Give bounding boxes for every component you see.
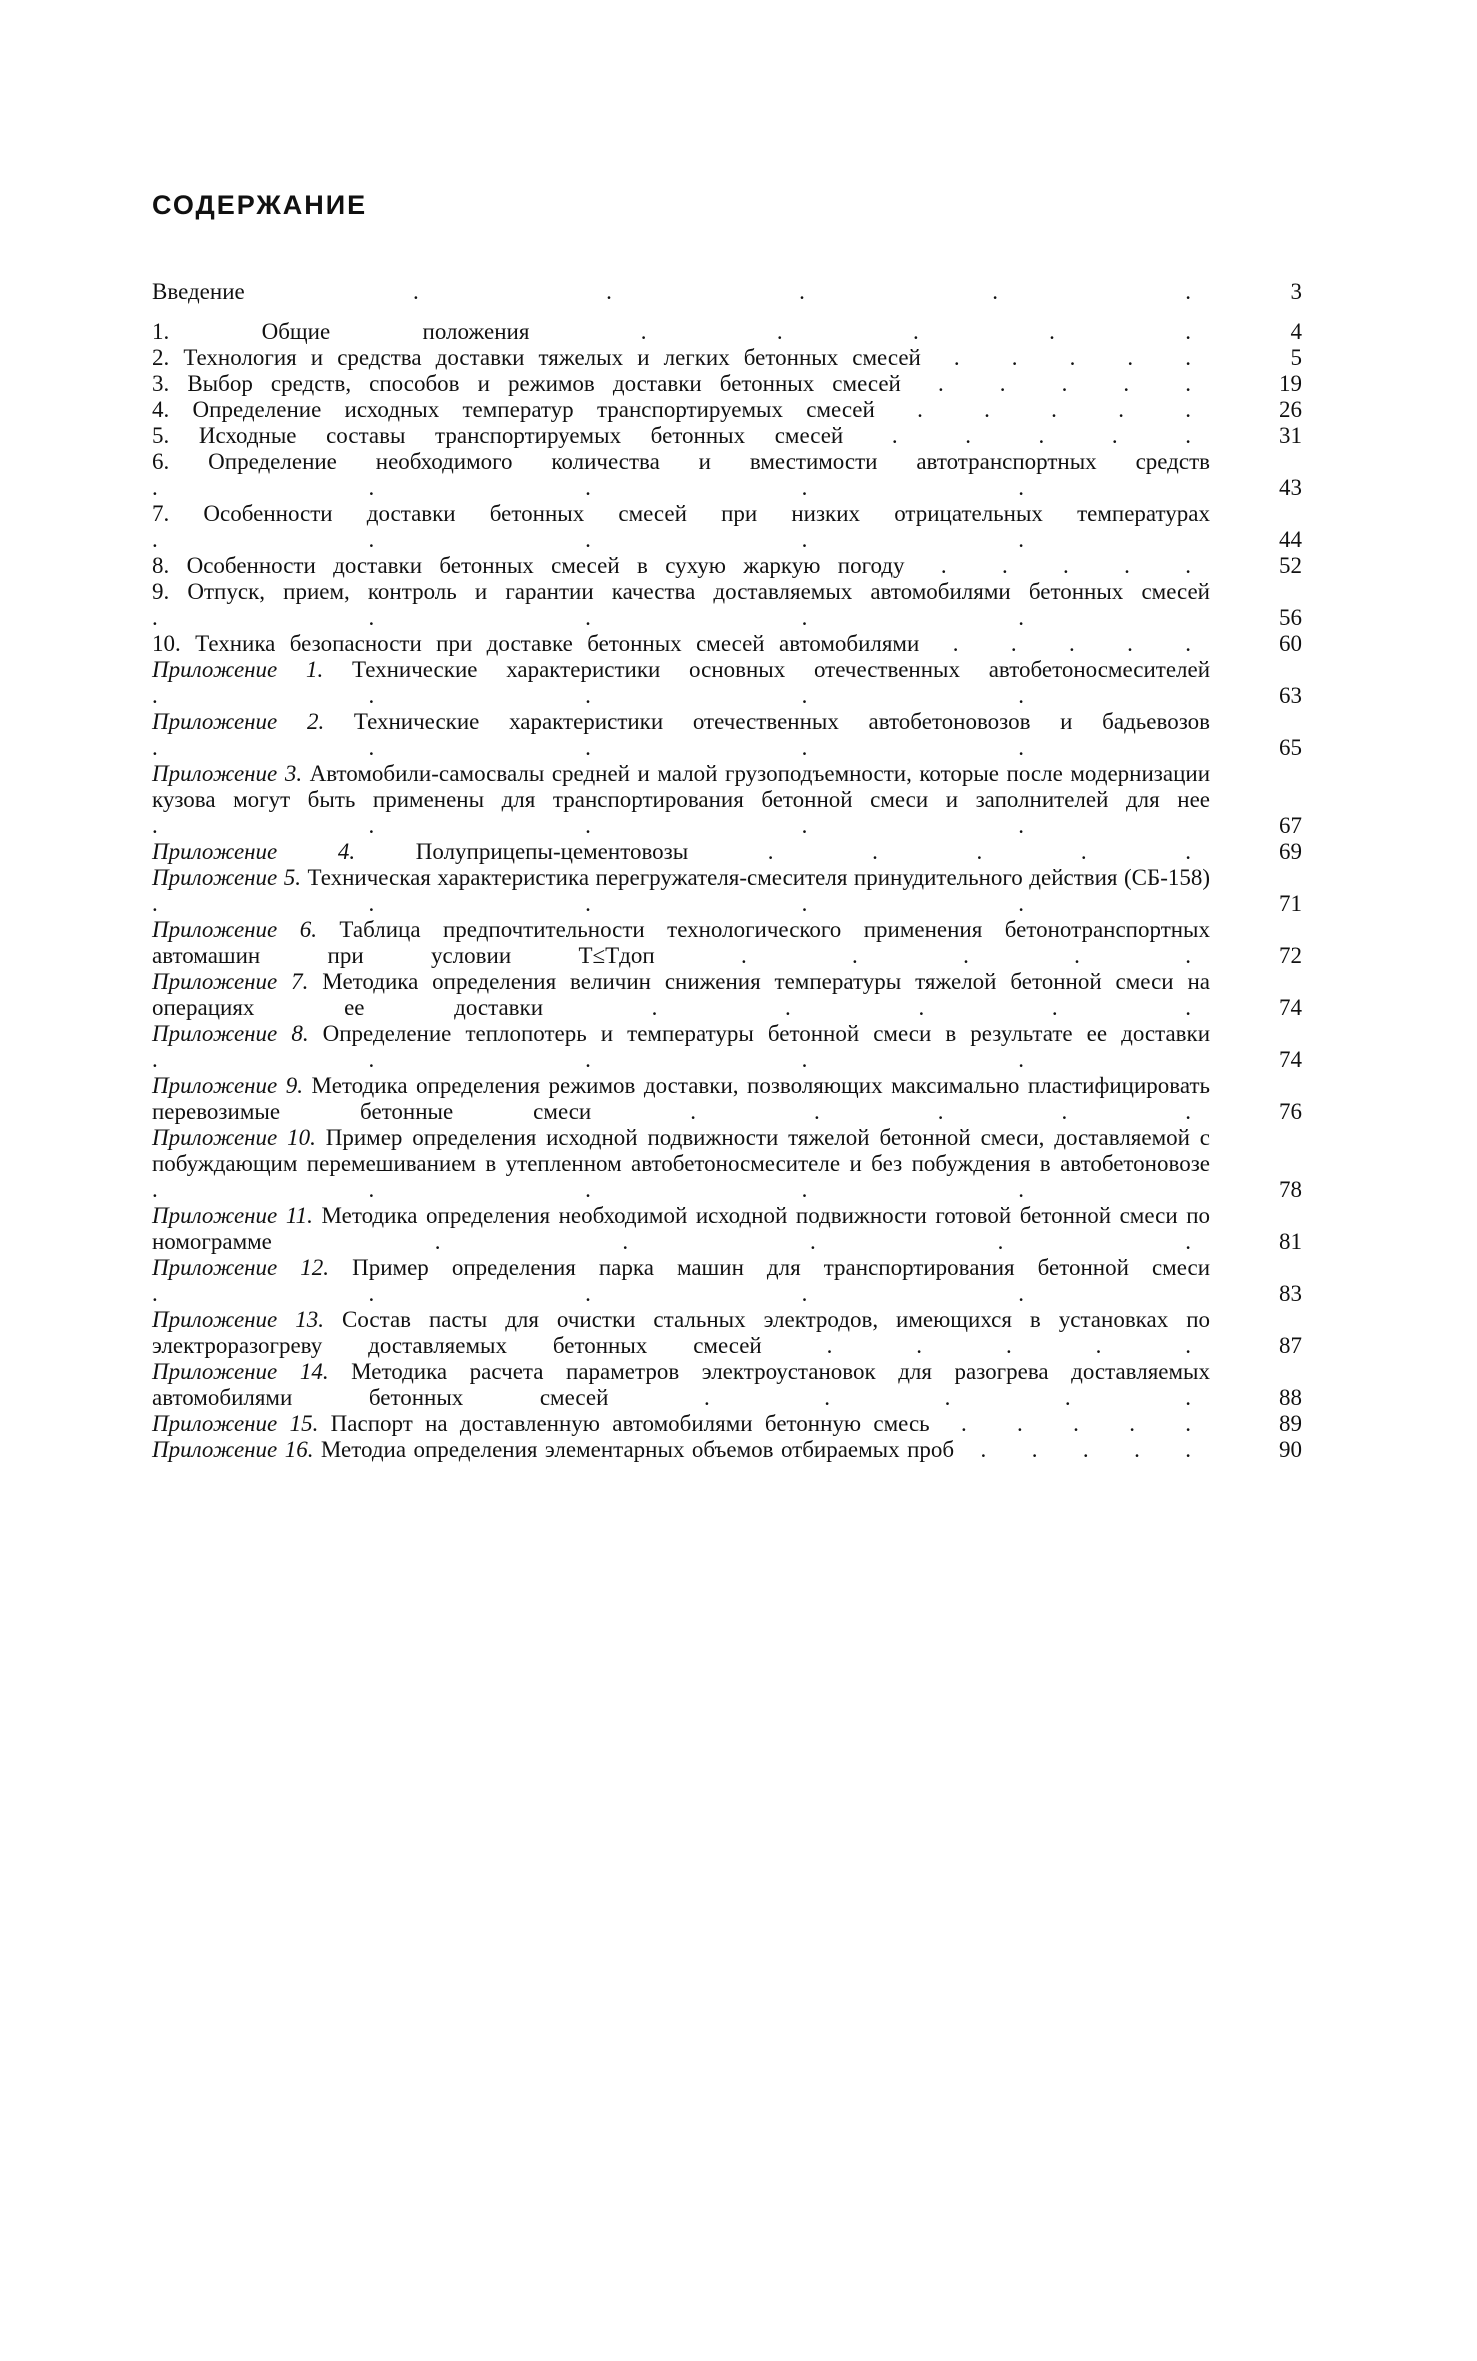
- toc-leader-dots: . . . . .: [152, 1281, 1043, 1306]
- toc-entry-lead: Приложение 5.: [152, 865, 302, 890]
- toc-entry: [152, 1073, 1302, 1125]
- toc-leader-dots: . . . . .: [271, 1229, 1210, 1254]
- toc-entry-text: 2. Технология и средства доставки тяжелых и легких бетонных смесей: [152, 345, 921, 370]
- toc-entry-page-number: 44: [1279, 527, 1302, 552]
- toc-leader-dots: . . . . .: [152, 735, 1043, 760]
- toc-leader-dots: . . . . .: [688, 839, 1211, 864]
- toc-entry: [152, 1411, 1302, 1437]
- toc-leader-dots: . . . . .: [874, 397, 1210, 422]
- page-title: СОДЕРЖАНИЕ: [152, 190, 368, 220]
- toc-entry-text: 10. Техника безопасности при доставке бетонных смесей автомобилями: [152, 631, 920, 656]
- toc-entry-text: 9. Отпуск, прием, контроль и гарантии качества доставляемых автомобилями бетонных смесей: [152, 579, 1210, 604]
- toc-entry-lead: Приложение 9.: [152, 1073, 304, 1098]
- toc-entry-text: Введение: [152, 279, 245, 304]
- toc-entry-page-number: 69: [1279, 839, 1302, 864]
- toc-entry: [152, 1307, 1302, 1359]
- toc-entry: [152, 1125, 1302, 1203]
- toc-entry: [152, 1255, 1302, 1307]
- toc-leader-dots: . . . . .: [929, 1411, 1211, 1436]
- toc-entry-page-number: 3: [1290, 279, 1302, 304]
- toc-entry-title: [152, 1411, 1302, 1437]
- toc-entry-page-number: 74: [1279, 995, 1302, 1020]
- toc-entry-lead: Приложение 4.: [152, 839, 356, 864]
- toc-entry-text: Методика определения необходимой исходной подвижности готовой бетонной смеси по номограмме: [152, 1203, 1211, 1254]
- toc-entry-title: [152, 1125, 1302, 1203]
- toc-entry: [152, 969, 1302, 1021]
- toc-entry: [152, 501, 1302, 553]
- toc-leader-dots: . . . . .: [919, 631, 1211, 656]
- toc-entry-page-number: 5: [1290, 345, 1302, 370]
- toc-page: [152, 190, 1302, 1463]
- toc-entry-title: [152, 865, 1302, 917]
- toc-leader-dots: . . . . .: [900, 371, 1210, 396]
- toc-leader-dots: . . . . .: [152, 813, 1043, 838]
- toc-entry: [152, 423, 1302, 449]
- toc-entry-title: [152, 1021, 1302, 1073]
- toc-entry-lead: Приложение 11.: [152, 1203, 313, 1228]
- toc-entry: [152, 371, 1302, 397]
- toc-entry-title: [152, 631, 1302, 657]
- toc-entry: [152, 553, 1302, 579]
- toc-entry-lead: Приложение 7.: [152, 969, 309, 994]
- toc-leader-dots: . . . . .: [152, 1177, 1043, 1202]
- toc-entry: [152, 709, 1302, 761]
- toc-entry-text: 6. Определение необходимого количества и вместимости автотранспортных средств: [152, 449, 1210, 474]
- toc-entry-text: Полуприцепы-цементовозы: [415, 839, 689, 864]
- toc-entry-page-number: 56: [1279, 605, 1302, 630]
- toc-entry: [152, 319, 1302, 345]
- toc-entry-page-number: 19: [1279, 371, 1302, 396]
- toc-entry-title: [152, 397, 1302, 423]
- toc-entry-page-number: 88: [1279, 1385, 1302, 1410]
- toc-entry-page-number: 71: [1279, 891, 1302, 916]
- toc-leader-dots: . . . . .: [543, 995, 1211, 1020]
- toc-leader-dots: . . . . .: [920, 345, 1211, 370]
- toc-entry-page-number: 52: [1279, 553, 1302, 578]
- toc-entry-page-number: 87: [1279, 1333, 1302, 1358]
- toc-entry-title: [152, 501, 1302, 553]
- toc-entry-title: [152, 1073, 1302, 1125]
- toc-entry-title: [152, 579, 1302, 631]
- toc-leader-dots: . . . . .: [904, 553, 1210, 578]
- toc-leader-dots: . . . . .: [152, 1047, 1043, 1072]
- toc-entry-title: [152, 423, 1302, 449]
- toc-leader-dots: . . . . .: [761, 1333, 1210, 1358]
- toc-entry-page-number: 78: [1279, 1177, 1302, 1202]
- toc-entry-title: [152, 553, 1302, 579]
- toc-entry: [152, 397, 1302, 423]
- toc-entry-text: Пример определения парка машин для транспортирования бетонной смеси: [352, 1255, 1211, 1280]
- toc-leader-dots: . . . . .: [608, 1385, 1210, 1410]
- toc-leader-dots: . . . . .: [591, 1099, 1211, 1124]
- toc-entry-lead: Приложение 2.: [152, 709, 325, 734]
- toc-entry-title: [152, 969, 1302, 1021]
- toc-entry: [152, 279, 1302, 305]
- toc-entry-lead: Приложение 6.: [152, 917, 317, 942]
- toc-list: [152, 279, 1302, 1463]
- toc-leader-dots: . . . . .: [152, 475, 1043, 500]
- toc-entry-page-number: 26: [1279, 397, 1302, 422]
- toc-entry-text: Паспорт на доставленную автомобилями бетонную смесь: [330, 1411, 930, 1436]
- toc-entry: [152, 1203, 1302, 1255]
- toc-entry-title: [152, 1255, 1302, 1307]
- toc-entry-lead: Приложение 12.: [152, 1255, 330, 1280]
- toc-entry-text: Состав пасты для очистки стальных электродов, имеющихся в установках по электроразогреву доставляемых бетонных смесей: [152, 1307, 1211, 1358]
- toc-leader-dots: . . . . .: [244, 279, 1210, 304]
- toc-entry: [152, 449, 1302, 501]
- toc-entry-lead: Приложение 3.: [152, 761, 303, 786]
- toc-entry-title: [152, 839, 1302, 865]
- toc-entry-text: 3. Выбор средств, способов и режимов доставки бетонных смесей: [152, 371, 901, 396]
- toc-entry: [152, 761, 1302, 839]
- toc-entry-lead: Приложение 16.: [152, 1437, 314, 1462]
- toc-entry-page-number: 81: [1279, 1229, 1302, 1254]
- toc-entry: [152, 1359, 1302, 1411]
- toc-entry-text: Методика расчета параметров электроустановок для разогрева доставляемых автомобилями бетонных смесей: [152, 1359, 1211, 1410]
- toc-entry-text: Технические характеристики отечественных автобетоновозов и бадьевозов: [353, 709, 1211, 734]
- toc-entry-text: Определение теплопотерь и температуры бетонной смеси в результате ее доставки: [322, 1021, 1211, 1046]
- toc-entry-text: Автомобили-самосвалы средней и малой грузоподъемности, которые после модернизации кузова могут быть применены для транспортирования бетонной смеси и заполнителей для нее: [152, 761, 1211, 812]
- toc-entry-lead: Приложение 14.: [152, 1359, 329, 1384]
- toc-entry-text: 7. Особенности доставки бетонных смесей при низких отрицательных температурах: [152, 501, 1210, 526]
- toc-entry-text: Техническая характеристика перегружателя-смесителя принудительного действия (СБ-158): [307, 865, 1211, 890]
- toc-entry-text: Методиа определения элементарных объемов отбираемых проб: [320, 1437, 955, 1462]
- toc-entry-text: Пример определения исходной подвижности тяжелой бетонной смеси, доставляемой с побуждающим перемешиванием в утепленном автобетоносмесителе и без побуждения в автобетоновозе: [152, 1125, 1211, 1176]
- toc-entry-title: [152, 761, 1302, 839]
- toc-entry-text: 1. Общие положения: [152, 319, 530, 344]
- toc-entry-text: 4. Определение исходных температур транспортируемых смесей: [152, 397, 875, 422]
- toc-entry: [152, 917, 1302, 969]
- toc-entry-page-number: 4: [1290, 319, 1302, 344]
- toc-entry-page-number: 31: [1279, 423, 1302, 448]
- toc-entry-title: [152, 709, 1302, 761]
- toc-entry-title: [152, 917, 1302, 969]
- toc-entry: [152, 1021, 1302, 1073]
- toc-entry: [152, 579, 1302, 631]
- toc-entry: [152, 657, 1302, 709]
- toc-entry-page-number: 67: [1279, 813, 1302, 838]
- toc-entry-lead: Приложение 8.: [152, 1021, 309, 1046]
- toc-entry-page-number: 76: [1279, 1099, 1302, 1124]
- toc-entry-title: [152, 345, 1302, 371]
- toc-leader-dots: . . . . .: [654, 943, 1210, 968]
- toc-entry-text: 5. Исходные составы транспортируемых бетонных смесей: [152, 423, 844, 448]
- toc-entry-title: [152, 1359, 1302, 1411]
- toc-entry: [152, 345, 1302, 371]
- toc-entry-lead: Приложение 1.: [152, 657, 324, 682]
- toc-entry-title: [152, 449, 1302, 501]
- toc-entry-title: [152, 279, 1302, 305]
- toc-entry: [152, 839, 1302, 865]
- toc-entry-text: Методика определения величин снижения температуры тяжелой бетонной смеси на операциях ее доставки: [152, 969, 1211, 1020]
- toc-entry-page-number: 83: [1279, 1281, 1302, 1306]
- toc-entry-title: [152, 319, 1302, 345]
- toc-entry-text: Технические характеристики основных отечественных автобетоносмесителей: [352, 657, 1211, 682]
- toc-entry-page-number: 65: [1279, 735, 1302, 760]
- toc-leader-dots: . . . . .: [152, 527, 1043, 552]
- toc-entry-page-number: 43: [1279, 475, 1302, 500]
- toc-leader-dots: . . . . .: [843, 423, 1210, 448]
- toc-entry-title: [152, 1203, 1302, 1255]
- toc-entry-title: [152, 1307, 1302, 1359]
- toc-leader-dots: . . . . .: [529, 319, 1210, 344]
- toc-entry-text: 8. Особенности доставки бетонных смесей в сухую жаркую погоду: [152, 553, 905, 578]
- toc-leader-dots: . . . . .: [152, 683, 1043, 708]
- toc-entry-text: Методика определения режимов доставки, позволяющих максимально пластифицировать перевозимые бетонные смеси: [152, 1073, 1211, 1124]
- toc-entry-lead: Приложение 15.: [152, 1411, 319, 1436]
- toc-entry-lead: Приложение 13.: [152, 1307, 324, 1332]
- toc-entry-page-number: 60: [1279, 631, 1302, 656]
- toc-entry: [152, 631, 1302, 657]
- toc-entry-lead: Приложение 10.: [152, 1125, 316, 1150]
- toc-leader-dots: . . . . .: [152, 891, 1043, 916]
- toc-entry-title: [152, 657, 1302, 709]
- toc-leader-dots: . . . . .: [954, 1437, 1211, 1462]
- toc-entry: [152, 865, 1302, 917]
- toc-entry-title: [152, 1437, 1302, 1463]
- toc-entry-text: Таблица предпочтительности технологического применения бетонотранспортных автомашин при условии T≤Tдоп: [152, 917, 1211, 968]
- toc-entry-page-number: 74: [1279, 1047, 1302, 1072]
- toc-entry-page-number: 72: [1279, 943, 1302, 968]
- toc-entry-page-number: 90: [1279, 1437, 1302, 1462]
- toc-entry-page-number: 89: [1279, 1411, 1302, 1436]
- toc-leader-dots: . . . . .: [152, 605, 1043, 630]
- toc-entry-title: [152, 371, 1302, 397]
- toc-entry: [152, 1437, 1302, 1463]
- toc-entry-page-number: 63: [1279, 683, 1302, 708]
